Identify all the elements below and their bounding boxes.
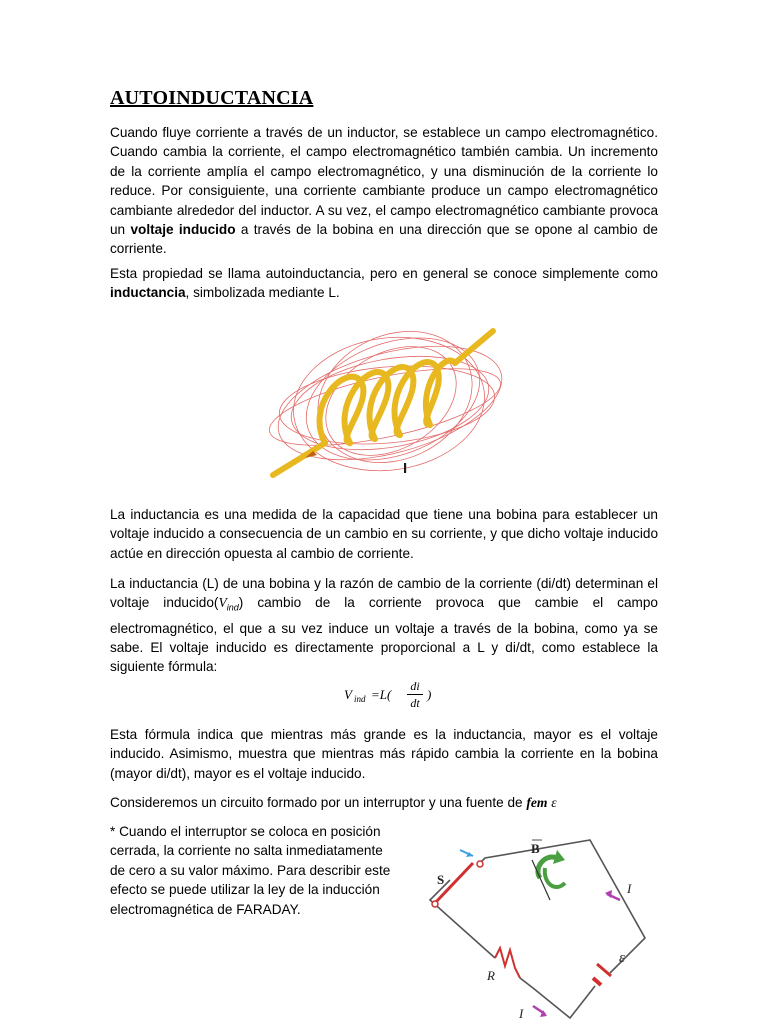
paragraph-circuit-intro-text: Consideremos un circuito formado por un interruptor y una fuente de bbox=[110, 795, 527, 810]
formula-fraction bbox=[407, 679, 423, 710]
resistor-label: R bbox=[487, 968, 495, 983]
coil-wire bbox=[273, 331, 493, 475]
battery-plate-short bbox=[593, 978, 601, 985]
switch-label: S bbox=[437, 872, 445, 887]
rl-circuit-diagram bbox=[415, 828, 660, 1024]
paragraph-inductancia-text-end: , simbolizada mediante L. bbox=[185, 285, 340, 301]
resistor-icon bbox=[495, 948, 520, 978]
fem-term: fem bbox=[526, 795, 548, 810]
paragraph-intro-text-end: a través de la bobina en una dirección que se opone al cambio de corriente. bbox=[110, 222, 658, 257]
formula-denominator: dt bbox=[410, 696, 420, 710]
formula-subscript: ind bbox=[354, 694, 366, 704]
inline-v-subscript: ind bbox=[226, 603, 239, 614]
current-arrowhead-right bbox=[605, 890, 612, 898]
inductance-formula bbox=[344, 679, 464, 719]
coil-current-label: I bbox=[403, 460, 408, 477]
formula-close-paren: ) bbox=[427, 687, 432, 702]
emf-label: ε bbox=[619, 950, 625, 966]
paragraph-formula-intro bbox=[110, 574, 658, 677]
paragraph-circuit-intro bbox=[110, 793, 658, 812]
battery-plate-long bbox=[597, 964, 611, 976]
paragraph-switch-note: * Cuando el interruptor se coloca en posición cerrada, la corriente no salta inmediatamente de cero a su valor máximo. Para describir este efecto se puede utilizar la ley de la inducción electromagnética de FARADAY. bbox=[110, 824, 391, 917]
paragraph-formula-intro-text: La inductancia (L) de una bobina y la razón de cambio de la corriente (di/dt) determinan el voltaje inducido( bbox=[110, 576, 658, 611]
bold-term-inductancia: inductancia bbox=[110, 285, 186, 301]
paragraph-intro-text: Cuando fluye corriente a través de un inductor, se establece un campo electromagnético. Cuando cambia la corriente, el campo electromagnético también cambia. Un incremento de la corriente amplía el campo electromagnético, y una disminución de la corriente lo reduce. Por consiguiente, una corriente cambiante produce un campo electromagnético cambiante alrededor del inductor. A su vez, el campo electromagnético cambiante provoca un bbox=[110, 125, 658, 238]
magnetic-field-label: B bbox=[531, 841, 540, 856]
fraction-bar bbox=[407, 694, 423, 695]
paragraph-intro bbox=[110, 123, 658, 259]
paragraph-formula-explanation: Esta fórmula indica que mientras más grande es la inductancia, mayor es el voltaje inducido. Asimismo, muestra que mientras más rápido cambia la corriente en la bobina (mayor di/dt), mayor es el voltaje inducido. bbox=[110, 727, 658, 781]
paragraph-formula-intro-text-end: ) cambio de la corriente provoca que cambie el campo electromagnético, el que a su vez induce un voltaje a través de la bobina, como ya se sabe. El voltaje inducido es directamente proporcional a L y di/dt, como establece la siguiente fórmula: bbox=[110, 595, 658, 675]
formula-v: V bbox=[344, 687, 352, 702]
paragraph-inductancia-text: Esta propiedad se llama autoinductancia, pero en general se conoce simplemente como bbox=[110, 266, 658, 281]
current-label-right: I bbox=[627, 881, 632, 896]
paragraph-inductancia bbox=[110, 264, 658, 303]
coil-magnetic-field-illustration bbox=[265, 325, 515, 480]
field-rotation-arc bbox=[545, 868, 565, 887]
page-title: AUTOINDUCTANCIA bbox=[110, 87, 314, 109]
document-page bbox=[110, 0, 658, 1024]
formula-equals-l: =L( bbox=[371, 687, 392, 702]
formula-numerator: di bbox=[410, 679, 420, 693]
bold-term-voltaje-inducido: voltaje inducido bbox=[130, 222, 236, 238]
paragraph-definicion: La inductancia es una medida de la capacidad que tiene una bobina para establecer un voltaje inducido a consecuencia de un cambio en su corriente, y que dicho voltaje inducido actúe en dirección opuesta al cambio de corriente. bbox=[110, 507, 658, 561]
switch-pivot bbox=[432, 901, 438, 907]
inline-v-symbol: V bbox=[218, 595, 227, 611]
current-label-bottom: I bbox=[519, 1006, 524, 1021]
switch-contact bbox=[477, 861, 483, 867]
epsilon-symbol: ε bbox=[551, 795, 557, 810]
